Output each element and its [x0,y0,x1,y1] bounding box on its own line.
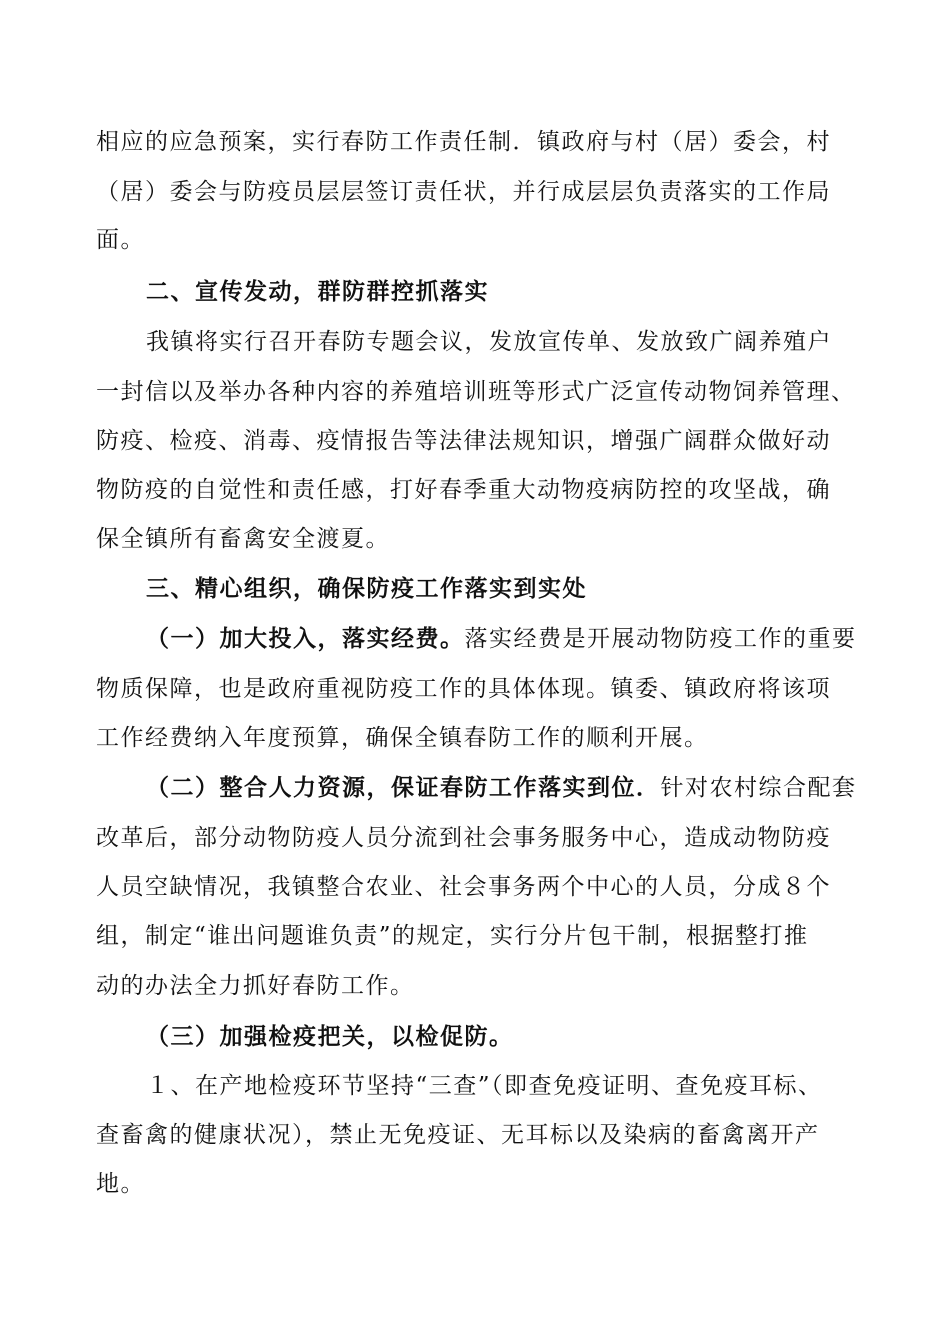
paragraph-line: 组，制定“谁出问题谁负责”的规定，实行分片包干制，根据整打推 [96,923,809,949]
subheading-2: （二）整合人力资源，保证春防工作落实到位． [146,774,661,801]
paragraph-line: 地。 [96,1171,145,1197]
paragraph-line: 面。 [96,227,145,253]
paragraph-line: （居）委会与防疫员层层签订责任状，并行成层层负责落实的工作局 [96,179,831,205]
paragraph-line: １、在产地检疫环节坚持“三查”（即查免疫证明、查免疫耳标、 [146,1073,823,1099]
paragraph-line: 相应的应急预案，实行春防工作责任制．镇政府与村（居）委会，村 [96,129,831,155]
section-heading-2: 二、宣传发动，群防群控抓落实 [146,278,489,305]
paragraph-line: 一封信以及举办各种内容的养殖培训班等形式广泛宣传动物饲养管理、 [96,379,856,405]
paragraph-line: 人员空缺情况，我镇整合农业、社会事务两个中心的人员，分成８个 [96,874,831,900]
paragraph-line [146,623,886,655]
paragraph-line: 我镇将实行召开春防专题会议，发放宣传单、发放致广阔养殖户 [146,329,832,355]
subheading-3: （三）加强检疫把关，以检促防。 [146,1023,514,1050]
paragraph-text: 落实经费是开展动物防疫工作的重要 [464,626,857,652]
paragraph-line: 查畜禽的健康状况），禁止无免疫证、无耳标以及染病的畜禽离开产 [96,1122,820,1148]
subheading-1: （一）加大投入，落实经费。 [146,625,465,652]
paragraph-line [146,772,886,804]
paragraph-text: 针对农村综合配套 [660,775,857,801]
paragraph-line: 物防疫的自觉性和责任感，打好春季重大动物疫病防控的攻坚战，确 [96,477,831,503]
paragraph-line: 保全镇所有畜禽安全渡夏。 [96,526,390,552]
paragraph-line: 改革后，部分动物防疫人员分流到社会事务服务中心，造成动物防疫 [96,825,831,851]
paragraph-line: 工作经费纳入年度预算，确保全镇春防工作的顺利开展。 [96,725,709,751]
paragraph-line: 防疫、检疫、消毒、疫情报告等法律法规知识，增强广阔群众做好动 [96,428,831,454]
section-heading-3: 三、精心组织，确保防疫工作落实到实处 [146,575,587,602]
paragraph-line: 动的办法全力抓好春防工作。 [96,973,415,999]
paragraph-line: 物质保障，也是政府重视防疫工作的具体体现。镇委、镇政府将该项 [96,676,831,702]
